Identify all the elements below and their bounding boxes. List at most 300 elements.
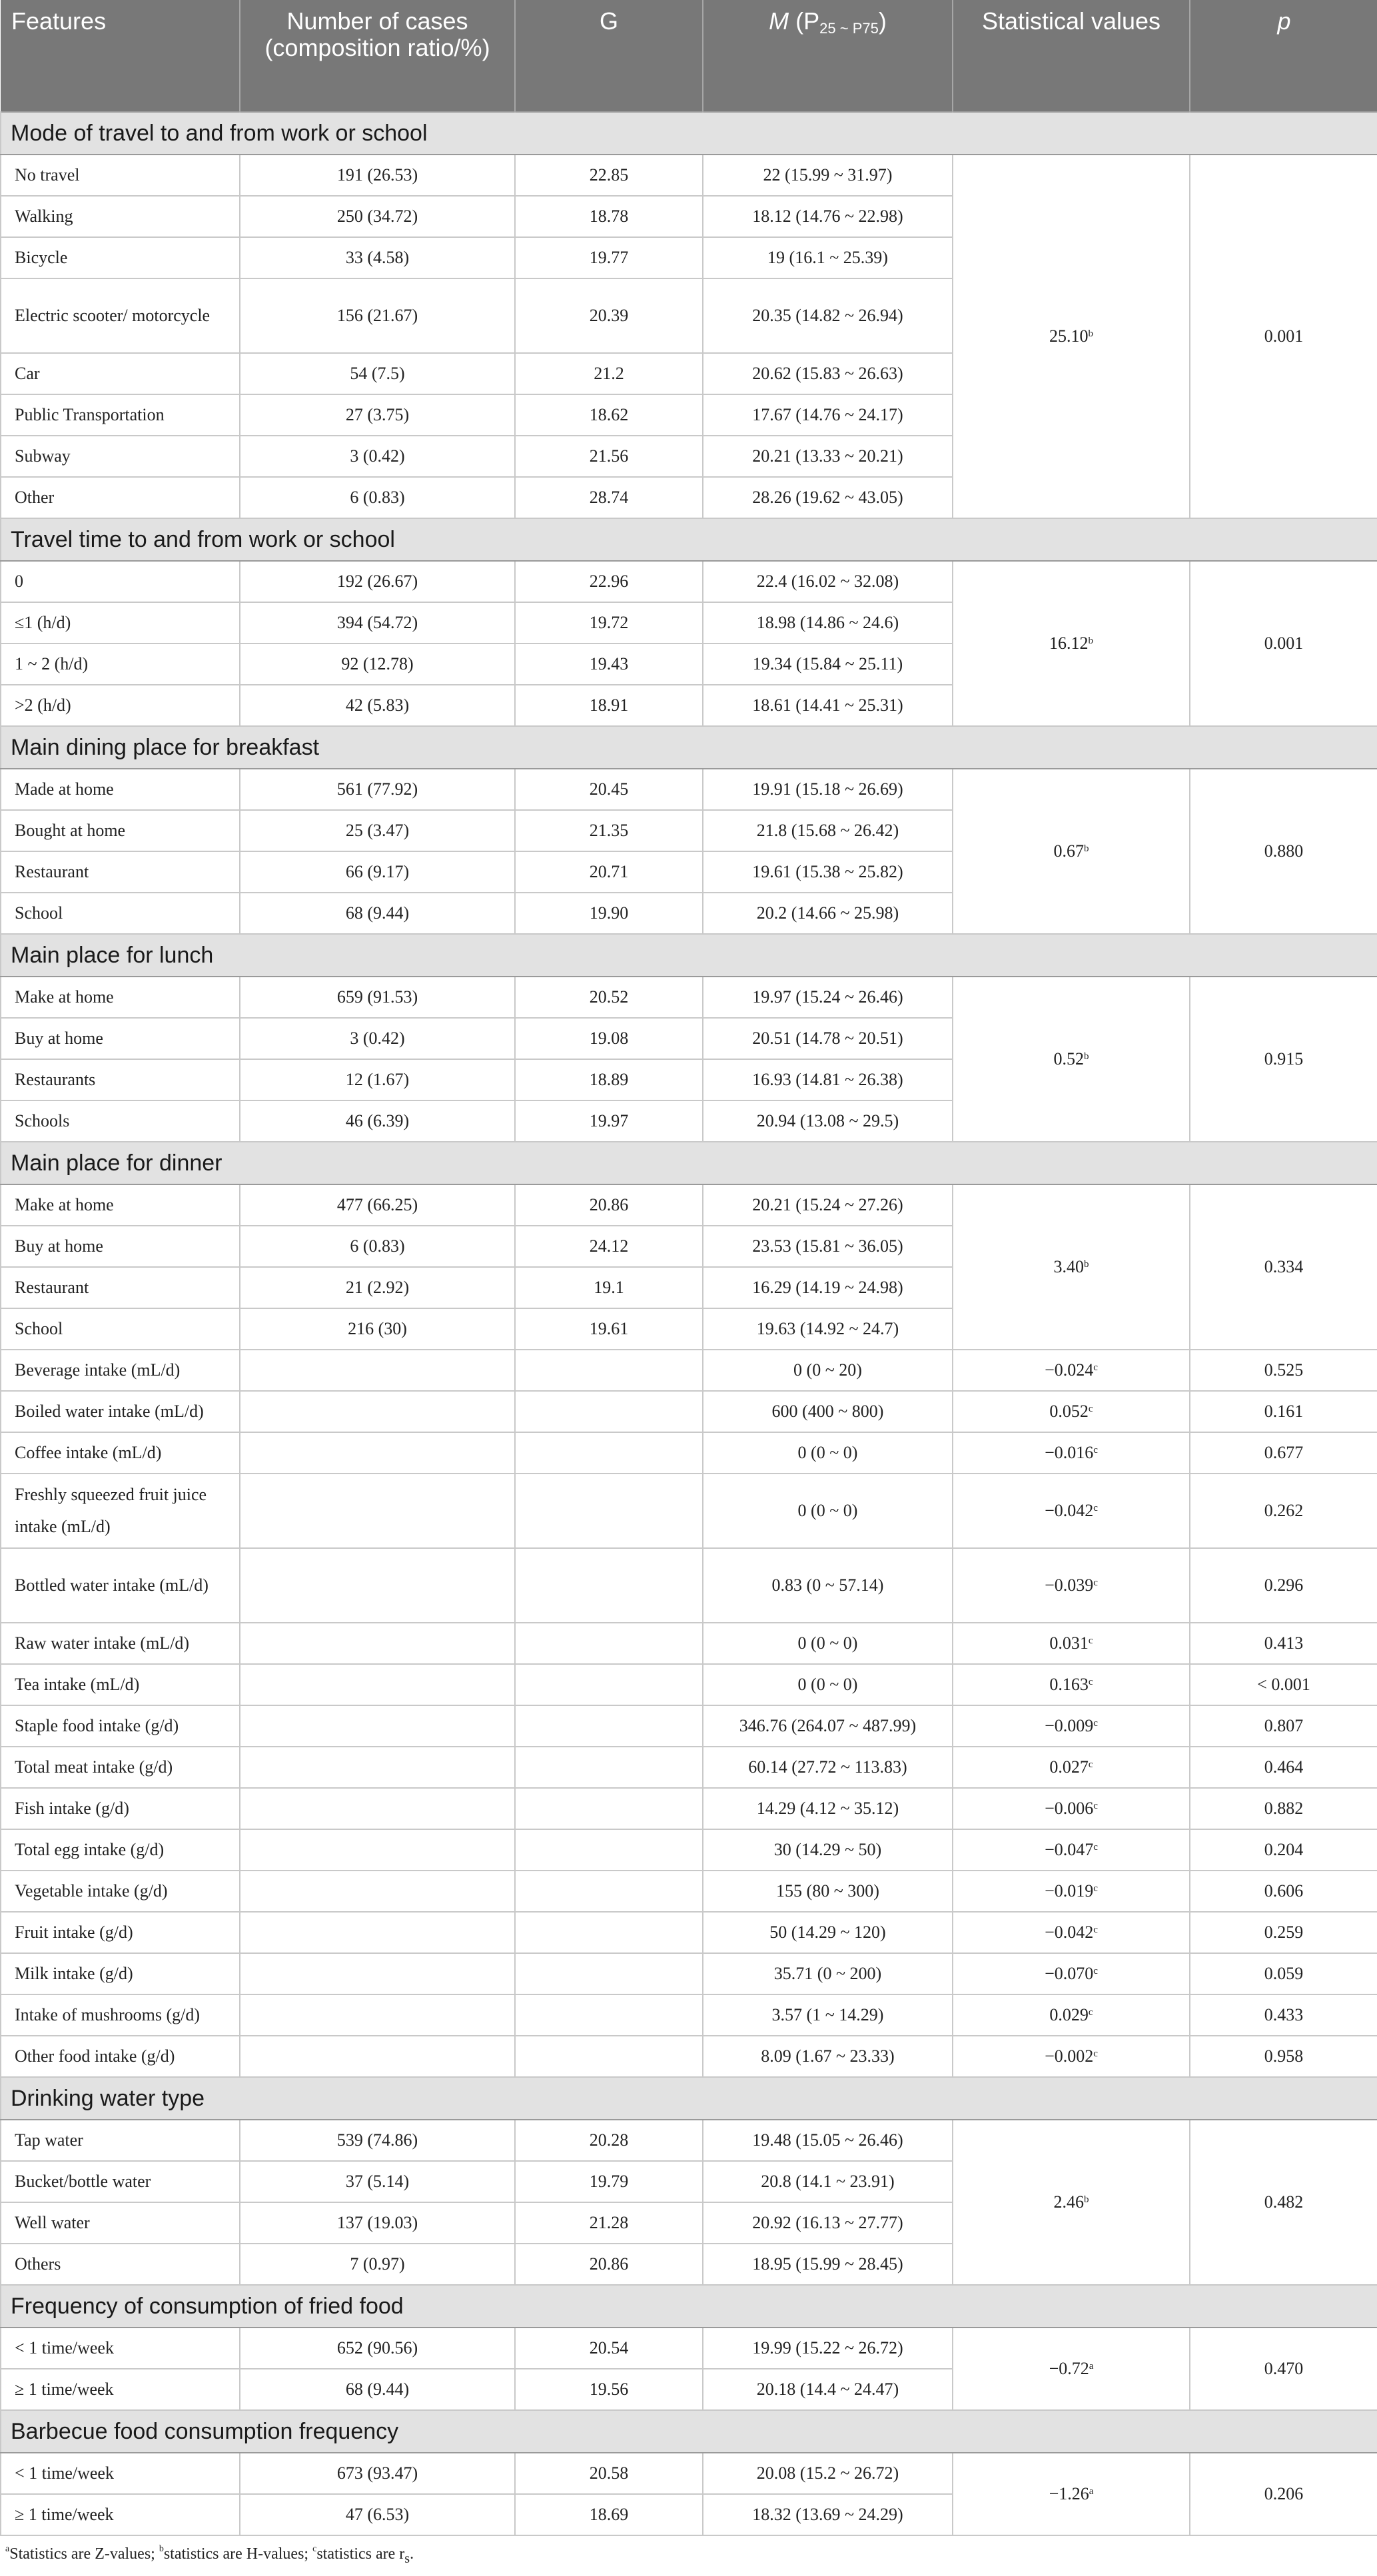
p-value: 0.807 <box>1190 1705 1377 1747</box>
statistic-value <box>953 1829 1190 1871</box>
p-value: 0.525 <box>1190 1350 1377 1391</box>
cases-value: 7 (0.97) <box>240 2244 515 2285</box>
g-value: 19.72 <box>515 602 703 644</box>
table-row <box>1 1548 1377 1623</box>
median-value: 16.93 (14.81 ~ 26.38) <box>703 1059 953 1100</box>
row-label: Fruit intake (g/d) <box>1 1912 240 1953</box>
cases-value: 3 (0.42) <box>240 436 515 477</box>
section-title: Mode of travel to and from work or school <box>1 112 1377 155</box>
g-value: 20.45 <box>515 769 703 810</box>
median-value: 35.71 (0 ~ 200) <box>703 1953 953 1994</box>
statistic-number: 25.10 <box>1049 326 1089 346</box>
g-value: 20.71 <box>515 851 703 893</box>
p-value: 0.677 <box>1190 1432 1377 1474</box>
statistic-superscript: c <box>1093 2048 1098 2059</box>
median-value: 20.21 (15.24 ~ 27.26) <box>703 1184 953 1226</box>
statistic-number: −0.009 <box>1045 1716 1094 1735</box>
cases-value <box>240 1432 515 1474</box>
median-value: 20.92 (16.13 ~ 27.77) <box>703 2202 953 2244</box>
row-label: Restaurants <box>1 1059 240 1100</box>
table-row <box>1 977 1377 1018</box>
g-value: 21.35 <box>515 810 703 851</box>
row-label: Bucket/bottle water <box>1 2161 240 2202</box>
median-value: 18.12 (14.76 ~ 22.98) <box>703 196 953 237</box>
header-median-paren-open: (P <box>795 7 820 35</box>
cases-value: 68 (9.44) <box>240 893 515 934</box>
statistic-superscript: c <box>1093 1718 1098 1729</box>
p-value: < 0.001 <box>1190 1664 1377 1705</box>
table-row <box>1 1788 1377 1829</box>
g-value: 21.56 <box>515 436 703 477</box>
g-value: 18.78 <box>515 196 703 237</box>
cases-value <box>240 1788 515 1829</box>
row-label: < 1 time/week <box>1 2453 240 2494</box>
g-value <box>515 1705 703 1747</box>
statistic-number: 0.029 <box>1049 2005 1089 2024</box>
table-row <box>1 2328 1377 2369</box>
p-value: 0.413 <box>1190 1623 1377 1664</box>
section-title: Frequency of consumption of fried food <box>1 2285 1377 2328</box>
statistic-superscript: b <box>1084 2194 1089 2205</box>
row-label: Freshly squeezed fruit juice intake (mL/d) <box>1 1474 240 1548</box>
cases-value: 27 (3.75) <box>240 394 515 436</box>
g-value: 20.39 <box>515 278 703 353</box>
table-row <box>1 1953 1377 1994</box>
statistic-value <box>953 2328 1190 2410</box>
g-value: 28.74 <box>515 477 703 518</box>
statistic-superscript: c <box>1093 1577 1098 1588</box>
cases-value: 54 (7.5) <box>240 353 515 394</box>
median-value: 0 (0 ~ 0) <box>703 1664 953 1705</box>
p-value: 0.259 <box>1190 1912 1377 1953</box>
median-value: 22 (15.99 ~ 31.97) <box>703 155 953 196</box>
g-value <box>515 1474 703 1548</box>
section-header <box>1 2285 1377 2328</box>
statistic-superscript: c <box>1093 1801 1098 1811</box>
table-row <box>1 1432 1377 1474</box>
median-value: 346.76 (264.07 ~ 487.99) <box>703 1705 953 1747</box>
cases-value <box>240 1747 515 1788</box>
header-median <box>703 0 953 112</box>
section-header <box>1 2077 1377 2120</box>
header-p: p <box>1190 0 1377 112</box>
p-value: 0.470 <box>1190 2328 1377 2410</box>
section-header <box>1 934 1377 977</box>
footnote-b: statistics are H-values; <box>163 2545 313 2563</box>
cases-value <box>240 1829 515 1871</box>
g-value <box>515 2036 703 2077</box>
row-label: Coffee intake (mL/d) <box>1 1432 240 1474</box>
section-title: Travel time to and from work or school <box>1 518 1377 561</box>
row-label: ≥ 1 time/week <box>1 2494 240 2535</box>
median-value: 19.48 (15.05 ~ 26.46) <box>703 2120 953 2161</box>
header-median-sub: 25 ~ P75 <box>819 20 879 37</box>
statistic-number: 0.52 <box>1053 1049 1084 1069</box>
statistic-value <box>953 1548 1190 1623</box>
g-value <box>515 1548 703 1623</box>
cases-value: 673 (93.47) <box>240 2453 515 2494</box>
g-value: 18.89 <box>515 1059 703 1100</box>
g-value: 24.12 <box>515 1226 703 1267</box>
statistic-superscript: b <box>1088 636 1093 646</box>
row-label: Bought at home <box>1 810 240 851</box>
median-value: 0 (0 ~ 0) <box>703 1623 953 1664</box>
cases-value <box>240 1705 515 1747</box>
row-label: Make at home <box>1 977 240 1018</box>
g-value <box>515 1391 703 1432</box>
row-label: Well water <box>1 2202 240 2244</box>
cases-value <box>240 1664 515 1705</box>
footnote-a-mark: a <box>5 2544 10 2554</box>
row-label: Make at home <box>1 1184 240 1226</box>
row-label: ≥ 1 time/week <box>1 2369 240 2410</box>
median-value: 16.29 (14.19 ~ 24.98) <box>703 1267 953 1308</box>
cases-value: 92 (12.78) <box>240 644 515 685</box>
g-value: 22.96 <box>515 561 703 602</box>
median-value: 18.95 (15.99 ~ 28.45) <box>703 2244 953 2285</box>
statistic-superscript: c <box>1088 1635 1093 1646</box>
cases-value <box>240 1912 515 1953</box>
statistic-value <box>953 1747 1190 1788</box>
cases-value: 659 (91.53) <box>240 977 515 1018</box>
row-label: 0 <box>1 561 240 602</box>
cases-value: 25 (3.47) <box>240 810 515 851</box>
cases-value: 137 (19.03) <box>240 2202 515 2244</box>
median-value: 20.2 (14.66 ~ 25.98) <box>703 893 953 934</box>
p-value: 0.059 <box>1190 1953 1377 1994</box>
statistic-value <box>953 1184 1190 1350</box>
table-row <box>1 2453 1377 2494</box>
header-row <box>1 0 1377 112</box>
median-value: 600 (400 ~ 800) <box>703 1391 953 1432</box>
row-label: Staple food intake (g/d) <box>1 1705 240 1747</box>
statistic-superscript: c <box>1088 1759 1093 1770</box>
median-value: 20.8 (14.1 ~ 23.91) <box>703 2161 953 2202</box>
statistic-value <box>953 977 1190 1142</box>
statistic-superscript: c <box>1093 1966 1098 1976</box>
g-value <box>515 1664 703 1705</box>
statistic-value <box>953 1664 1190 1705</box>
footnote-c-sub: s <box>404 2551 410 2566</box>
table-row <box>1 561 1377 602</box>
g-value: 20.86 <box>515 1184 703 1226</box>
cases-value: 191 (26.53) <box>240 155 515 196</box>
table-row <box>1 1350 1377 1391</box>
statistic-number: −0.042 <box>1045 1923 1094 1942</box>
footnote <box>0 2536 1377 2576</box>
statistic-value <box>953 1705 1190 1747</box>
median-value: 23.53 (15.81 ~ 36.05) <box>703 1226 953 1267</box>
cases-value <box>240 2036 515 2077</box>
p-value: 0.001 <box>1190 155 1377 518</box>
cases-value <box>240 1350 515 1391</box>
median-value: 20.35 (14.82 ~ 26.94) <box>703 278 953 353</box>
statistic-number: −0.006 <box>1045 1799 1094 1818</box>
statistic-value <box>953 1623 1190 1664</box>
g-value: 19.08 <box>515 1018 703 1059</box>
section-header <box>1 1142 1377 1184</box>
statistic-superscript: c <box>1088 1677 1093 1687</box>
statistic-number: 2.46 <box>1053 2192 1084 2212</box>
statistic-superscript: b <box>1084 843 1089 854</box>
cases-value <box>240 1871 515 1912</box>
g-value <box>515 1350 703 1391</box>
statistic-number: −0.047 <box>1045 1840 1094 1859</box>
header-cases: Number of cases (composition ratio/%) <box>240 0 515 112</box>
median-value: 22.4 (16.02 ~ 32.08) <box>703 561 953 602</box>
row-label: Intake of mushrooms (g/d) <box>1 1994 240 2036</box>
table-row <box>1 155 1377 196</box>
footnote-c-end: . <box>410 2545 414 2563</box>
cases-value: 652 (90.56) <box>240 2328 515 2369</box>
row-label: Tap water <box>1 2120 240 2161</box>
row-label: Subway <box>1 436 240 477</box>
statistic-value <box>953 561 1190 726</box>
statistic-number: 0.031 <box>1049 1633 1089 1653</box>
statistic-superscript: c <box>1093 1883 1098 1894</box>
g-value: 19.1 <box>515 1267 703 1308</box>
row-label: Boiled water intake (mL/d) <box>1 1391 240 1432</box>
g-value: 19.43 <box>515 644 703 685</box>
g-value <box>515 1953 703 1994</box>
cases-value: 47 (6.53) <box>240 2494 515 2535</box>
statistic-value <box>953 1432 1190 1474</box>
median-value: 19.61 (15.38 ~ 25.82) <box>703 851 953 893</box>
cases-value <box>240 1548 515 1623</box>
table-row <box>1 1474 1377 1548</box>
median-value: 20.51 (14.78 ~ 20.51) <box>703 1018 953 1059</box>
median-value: 60.14 (27.72 ~ 113.83) <box>703 1747 953 1788</box>
footnote-a: Statistics are Z-values; <box>9 2545 159 2563</box>
statistic-value <box>953 1912 1190 1953</box>
median-value: 20.62 (15.83 ~ 26.63) <box>703 353 953 394</box>
g-value: 18.91 <box>515 685 703 726</box>
row-label: Buy at home <box>1 1018 240 1059</box>
cases-value <box>240 1391 515 1432</box>
p-value: 0.206 <box>1190 2453 1377 2535</box>
g-value <box>515 1912 703 1953</box>
statistic-value <box>953 2036 1190 2077</box>
p-value: 0.882 <box>1190 1788 1377 1829</box>
median-value: 3.57 (1 ~ 14.29) <box>703 1994 953 2036</box>
statistic-superscript: c <box>1093 1925 1098 1935</box>
header-median-paren-close: ) <box>878 7 887 35</box>
row-label: Made at home <box>1 769 240 810</box>
cases-value: 6 (0.83) <box>240 477 515 518</box>
g-value: 19.79 <box>515 2161 703 2202</box>
header-median-symbol: M <box>769 7 789 35</box>
cases-value: 66 (9.17) <box>240 851 515 893</box>
statistic-number: 0.052 <box>1049 1402 1089 1421</box>
g-value: 20.52 <box>515 977 703 1018</box>
cases-value: 6 (0.83) <box>240 1226 515 1267</box>
median-value: 0.83 (0 ~ 57.14) <box>703 1548 953 1623</box>
table-row <box>1 1184 1377 1226</box>
row-label: Other <box>1 477 240 518</box>
median-value: 20.18 (14.4 ~ 24.47) <box>703 2369 953 2410</box>
p-value: 0.204 <box>1190 1829 1377 1871</box>
row-label: School <box>1 1308 240 1350</box>
cases-value: 42 (5.83) <box>240 685 515 726</box>
statistic-value <box>953 1391 1190 1432</box>
section-header <box>1 518 1377 561</box>
p-value: 0.880 <box>1190 769 1377 934</box>
cases-value: 192 (26.67) <box>240 561 515 602</box>
statistic-superscript: c <box>1093 1503 1098 1513</box>
table-row <box>1 2036 1377 2077</box>
table-row <box>1 1912 1377 1953</box>
statistic-number: −0.070 <box>1045 1964 1094 1983</box>
p-value: 0.296 <box>1190 1548 1377 1623</box>
table-row <box>1 1705 1377 1747</box>
statistic-value <box>953 1788 1190 1829</box>
median-value: 19 (16.1 ~ 25.39) <box>703 237 953 278</box>
g-value: 22.85 <box>515 155 703 196</box>
statistic-number: 0.163 <box>1049 1675 1089 1694</box>
p-value: 0.606 <box>1190 1871 1377 1912</box>
g-value: 20.86 <box>515 2244 703 2285</box>
median-value: 18.61 (14.41 ~ 25.31) <box>703 685 953 726</box>
cases-value <box>240 1623 515 1664</box>
p-value: 0.262 <box>1190 1474 1377 1548</box>
table-row <box>1 1994 1377 2036</box>
row-label: Bicycle <box>1 237 240 278</box>
table-row <box>1 1664 1377 1705</box>
table-row <box>1 1391 1377 1432</box>
row-label: Raw water intake (mL/d) <box>1 1623 240 1664</box>
row-label: Milk intake (g/d) <box>1 1953 240 1994</box>
p-value: 0.001 <box>1190 561 1377 726</box>
statistic-value <box>953 1953 1190 1994</box>
statistic-number: 3.40 <box>1053 1257 1084 1276</box>
statistic-number: 16.12 <box>1049 634 1089 653</box>
statistic-value <box>953 769 1190 934</box>
row-label: ≤1 (h/d) <box>1 602 240 644</box>
cases-value <box>240 1994 515 2036</box>
statistic-number: 0.027 <box>1049 1757 1089 1777</box>
statistic-superscript: c <box>1093 1842 1098 1853</box>
statistic-value <box>953 1871 1190 1912</box>
cases-value: 46 (6.39) <box>240 1100 515 1142</box>
section-title: Main place for dinner <box>1 1142 1377 1184</box>
row-label: Electric scooter/ motorcycle <box>1 278 240 353</box>
statistic-value <box>953 1474 1190 1548</box>
statistic-value <box>953 2453 1190 2535</box>
cases-value <box>240 1474 515 1548</box>
median-value: 20.21 (13.33 ~ 20.21) <box>703 436 953 477</box>
statistic-superscript: c <box>1088 1404 1093 1414</box>
footnote-c: statistics are r <box>316 2545 405 2563</box>
median-value: 0 (0 ~ 0) <box>703 1432 953 1474</box>
g-value <box>515 1432 703 1474</box>
cases-value: 68 (9.44) <box>240 2369 515 2410</box>
row-label: Fish intake (g/d) <box>1 1788 240 1829</box>
row-label: School <box>1 893 240 934</box>
statistic-superscript: c <box>1088 2007 1093 2018</box>
table-row <box>1 1747 1377 1788</box>
median-value: 19.97 (15.24 ~ 26.46) <box>703 977 953 1018</box>
median-value: 20.08 (15.2 ~ 26.72) <box>703 2453 953 2494</box>
g-value: 18.69 <box>515 2494 703 2535</box>
median-value: 17.67 (14.76 ~ 24.17) <box>703 394 953 436</box>
statistic-number: 0.67 <box>1053 841 1084 861</box>
cases-value <box>240 1953 515 1994</box>
g-value <box>515 1788 703 1829</box>
median-value: 0 (0 ~ 0) <box>703 1474 953 1548</box>
row-label: < 1 time/week <box>1 2328 240 2369</box>
median-value: 8.09 (1.67 ~ 23.33) <box>703 2036 953 2077</box>
row-label: Beverage intake (mL/d) <box>1 1350 240 1391</box>
statistic-superscript: c <box>1093 1445 1098 1456</box>
row-label: Schools <box>1 1100 240 1142</box>
g-value <box>515 1994 703 2036</box>
p-value: 0.482 <box>1190 2120 1377 2285</box>
g-value <box>515 1871 703 1912</box>
statistic-number: −0.019 <box>1045 1881 1094 1901</box>
statistic-value <box>953 1350 1190 1391</box>
p-value: 0.958 <box>1190 2036 1377 2077</box>
header-stat: Statistical values <box>953 0 1190 112</box>
cases-value: 394 (54.72) <box>240 602 515 644</box>
g-value: 21.2 <box>515 353 703 394</box>
statistic-value <box>953 2120 1190 2285</box>
row-label: Walking <box>1 196 240 237</box>
row-label: Tea intake (mL/d) <box>1 1664 240 1705</box>
g-value: 19.97 <box>515 1100 703 1142</box>
table-row <box>1 1623 1377 1664</box>
median-value: 20.94 (13.08 ~ 29.5) <box>703 1100 953 1142</box>
median-value: 18.32 (13.69 ~ 24.29) <box>703 2494 953 2535</box>
cases-value: 33 (4.58) <box>240 237 515 278</box>
median-value: 19.34 (15.84 ~ 25.11) <box>703 644 953 685</box>
p-value: 0.161 <box>1190 1391 1377 1432</box>
cases-value: 3 (0.42) <box>240 1018 515 1059</box>
cases-value: 12 (1.67) <box>240 1059 515 1100</box>
statistic-value <box>953 1994 1190 2036</box>
cases-value: 156 (21.67) <box>240 278 515 353</box>
section-header <box>1 2410 1377 2453</box>
footnote-c-mark: c <box>312 2544 317 2554</box>
section-header <box>1 112 1377 155</box>
median-value: 155 (80 ~ 300) <box>703 1871 953 1912</box>
row-label: Total egg intake (g/d) <box>1 1829 240 1871</box>
row-label: Car <box>1 353 240 394</box>
section-title: Barbecue food consumption frequency <box>1 2410 1377 2453</box>
median-value: 19.91 (15.18 ~ 26.69) <box>703 769 953 810</box>
section-title: Drinking water type <box>1 2077 1377 2120</box>
median-value: 18.98 (14.86 ~ 24.6) <box>703 602 953 644</box>
statistic-number: −0.002 <box>1045 2046 1094 2066</box>
median-value: 21.8 (15.68 ~ 26.42) <box>703 810 953 851</box>
statistic-superscript: c <box>1093 1362 1098 1373</box>
table-row <box>1 1871 1377 1912</box>
g-value: 20.54 <box>515 2328 703 2369</box>
g-value: 19.90 <box>515 893 703 934</box>
row-label: Others <box>1 2244 240 2285</box>
statistic-number: −0.72 <box>1049 2359 1089 2378</box>
cases-value: 561 (77.92) <box>240 769 515 810</box>
row-label: Buy at home <box>1 1226 240 1267</box>
statistic-number: −1.26 <box>1049 2484 1089 2503</box>
row-label: 1 ~ 2 (h/d) <box>1 644 240 685</box>
g-value: 18.62 <box>515 394 703 436</box>
statistic-superscript: b <box>1084 1051 1089 1062</box>
cases-value: 477 (66.25) <box>240 1184 515 1226</box>
g-value <box>515 1747 703 1788</box>
statistic-number: −0.024 <box>1045 1360 1094 1380</box>
g-value <box>515 1623 703 1664</box>
row-label: Public Transportation <box>1 394 240 436</box>
